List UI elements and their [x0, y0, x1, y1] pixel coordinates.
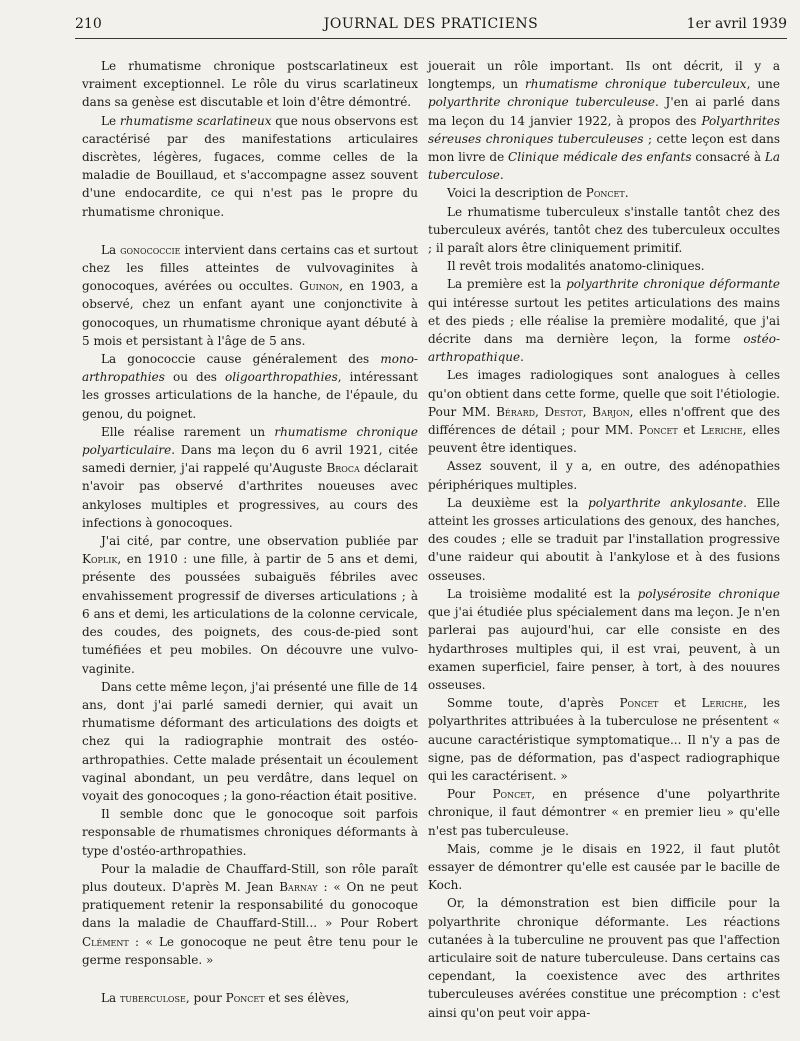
paragraph: La deuxième est la polyarthrite ankylosante. Elle atteint les grosses articulations des genoux, des hanches, des coudes ; elle se traduit par l'installation progressive d'une raideur qui aboutit à l'ankylose et à des fusions osseuses.: [428, 495, 780, 583]
paragraph: Le rhumatisme tuberculeux s'installe tantôt chez des tuberculeux avérés, tantôt chez des tuberculeux occultes ; il paraît alors être cliniquement primitif.: [428, 204, 780, 256]
paragraph: Somme toute, d'après Poncet et Leriche, les polyarthrites attribuées à la tuberculose ne présentent « aucune caractéristique symptomatique... Il n'y a pas de signe, pas de déformation, pas d'aspect radiographique qui les caractérisent. »: [428, 696, 780, 783]
paragraph: La tuberculose, pour Poncet et ses élèves,: [101, 990, 350, 1005]
paragraph: Elle réalise rarement un rhumatisme chronique polyarticulaire. Dans ma leçon du 6 avril 1921, citée samedi dernier, j'ai rappelé qu'Auguste Broca déclarait n'avoir pas observé d'arthrites noueuses avec ankyloses multiples et progressives, au cours des infections à gonocoques.: [82, 424, 418, 530]
paragraph: Or, la démonstration est bien difficile pour la polyarthrite chronique déformante. Les réactions cutanées à la tuberculine ne prouvent pas que l'affection articulaire soit de nature tuberculeuse. Dans certains cas cependant, la coexistence avec des arthrites tuberculeuses avérées constitue une précomption : c'est ainsi qu'on peut voir appa-: [428, 896, 780, 1020]
paragraph: J'ai cité, par contre, une observation publiée par Koplik, en 1910 : une fille, à partir de 5 ans et demi, présente des poussées subaiguës fébriles avec envahissement progressif de diverses articulations ; à 6 ans et demi, les articulations de la colonne cervicale, des coudes, des poignets, des cous-de-pied sont tuméfiées et peu mobiles. On découvre une vulvo-vaginite.: [82, 534, 418, 676]
paragraph: jouerait un rôle important. Ils ont décrit, il y a longtemps, un rhumatisme chronique tuberculeux, une polyarthrite chronique tuberculeuse. J'en ai parlé dans ma leçon du 14 janvier 1922, à propos des Polyarthrites séreuses chroniques tuberculeuses ; cette leçon est dans mon livre de Clinique médicale des enfants consacré à La tuberculose.: [428, 59, 781, 183]
paragraph: Dans cette même leçon, j'ai présenté une fille de 14 ans, dont j'ai parlé samedi dernier, qui avait un rhumatisme déformant des articulations des doigts et chez qui la radiographie montrait des ostéo-arthropathies. Cette malade présentait un écoulement vaginal abondant, un peu verdâtre, dans lequel on voyait des gonocoques ; la gono-réaction était positive.: [82, 679, 418, 803]
paragraph: Mais, comme je le disais en 1922, il faut plutôt essayer de démontrer qu'elle est causée par le bacille de Koch.: [428, 841, 780, 893]
paragraph: Pour la maladie de Chauffard-Still, son rôle paraît plus douteux. D'après M. Jean Barnay : « On ne peut pratiquement retenir la responsabilité du gonocoque dans la maladie de Chauffard-Still... » Pour Robert Clément : « Le gonocoque ne peut être tenu pour le germe responsable. »: [82, 861, 419, 967]
paragraph: Voici la description de Poncet.: [447, 186, 629, 201]
page-header: [75, 16, 787, 39]
paragraph: Les images radiologiques sont analogues à celles qu'on obtient dans cette forme, quelle que soit l'étiologie. Pour MM. Bérard, Destot, Barjon, elles n'offrent que des différences de détail ; pour MM. Poncet et Leriche, elles peuvent être identiques.: [428, 368, 780, 456]
paragraph: Assez souvent, il y a, en outre, des adénopathies périphériques multiples.: [428, 459, 780, 492]
paragraph: La gonococcie intervient dans certains cas et surtout chez les filles atteintes de vulvovaginites à gonocoques, avérées ou occultes. Guinon, en 1903, a observé, chez un enfant ayant une conjonctivite à gonocoques, un rhumatisme chronique ayant débuté à 5 mois et persistant à l'âge de 5 ans.: [82, 242, 418, 348]
page-number: 210: [75, 16, 102, 32]
paragraph: La première est la polyarthrite chronique déformante qui intéresse surtout les petites articulations des mains et des pieds ; elle réalise la première modalité, que j'ai décrite dans ma dernière leçon, la forme ostéo-arthropathique.: [428, 277, 780, 365]
issue-date: 1er avril 1939: [686, 16, 787, 32]
right-column: [428, 57, 780, 1022]
left-column: [82, 57, 418, 1007]
paragraph: Pour Poncet, en présence d'une polyarthrite chronique, il faut démontrer « en premier lieu » qu'elle n'est pas tuberculeuse.: [428, 787, 781, 838]
paragraph: La troisième modalité est la polysérosite chronique que j'ai étudiée plus spécialement dans ma leçon. Je n'en parlerai pas aujourd'hui, car elle consiste en des hydarthroses multiples qui, il est vrai, peuvent, à un examen superficiel, faire penser, à tort, à des nouures osseuses.: [428, 586, 780, 692]
journal-title: JOURNAL DES PRATICIENS: [323, 16, 539, 32]
paragraph: Il revêt trois modalités anatomo-cliniques.: [447, 259, 705, 274]
paragraph: Le rhumatisme chronique postscarlatineux est vraiment exceptionnel. Le rôle du virus scarlatineux dans sa genèse est discutable et loin d'être démontré.: [82, 59, 418, 110]
paragraph: Il semble donc que le gonocoque soit parfois responsable de rhumatismes chroniques déformants à type d'ostéo-arthropathies.: [82, 807, 418, 858]
paragraph: Le rhumatisme scarlatineux que nous observons est caractérisé par des manifestations articulaires discrètes, légères, fugaces, comme celles de la maladie de Bouillaud, et s'accompagne assez souvent d'une endocardite, ce qui n'est pas le propre du rhumatisme chronique.: [82, 113, 418, 219]
paragraph: La gonococcie cause généralement des mono-arthropathies ou des oligoarthropathies, intéressant les grosses articulations de la hanche, de l'épaule, du genou, du poignet.: [82, 352, 418, 421]
